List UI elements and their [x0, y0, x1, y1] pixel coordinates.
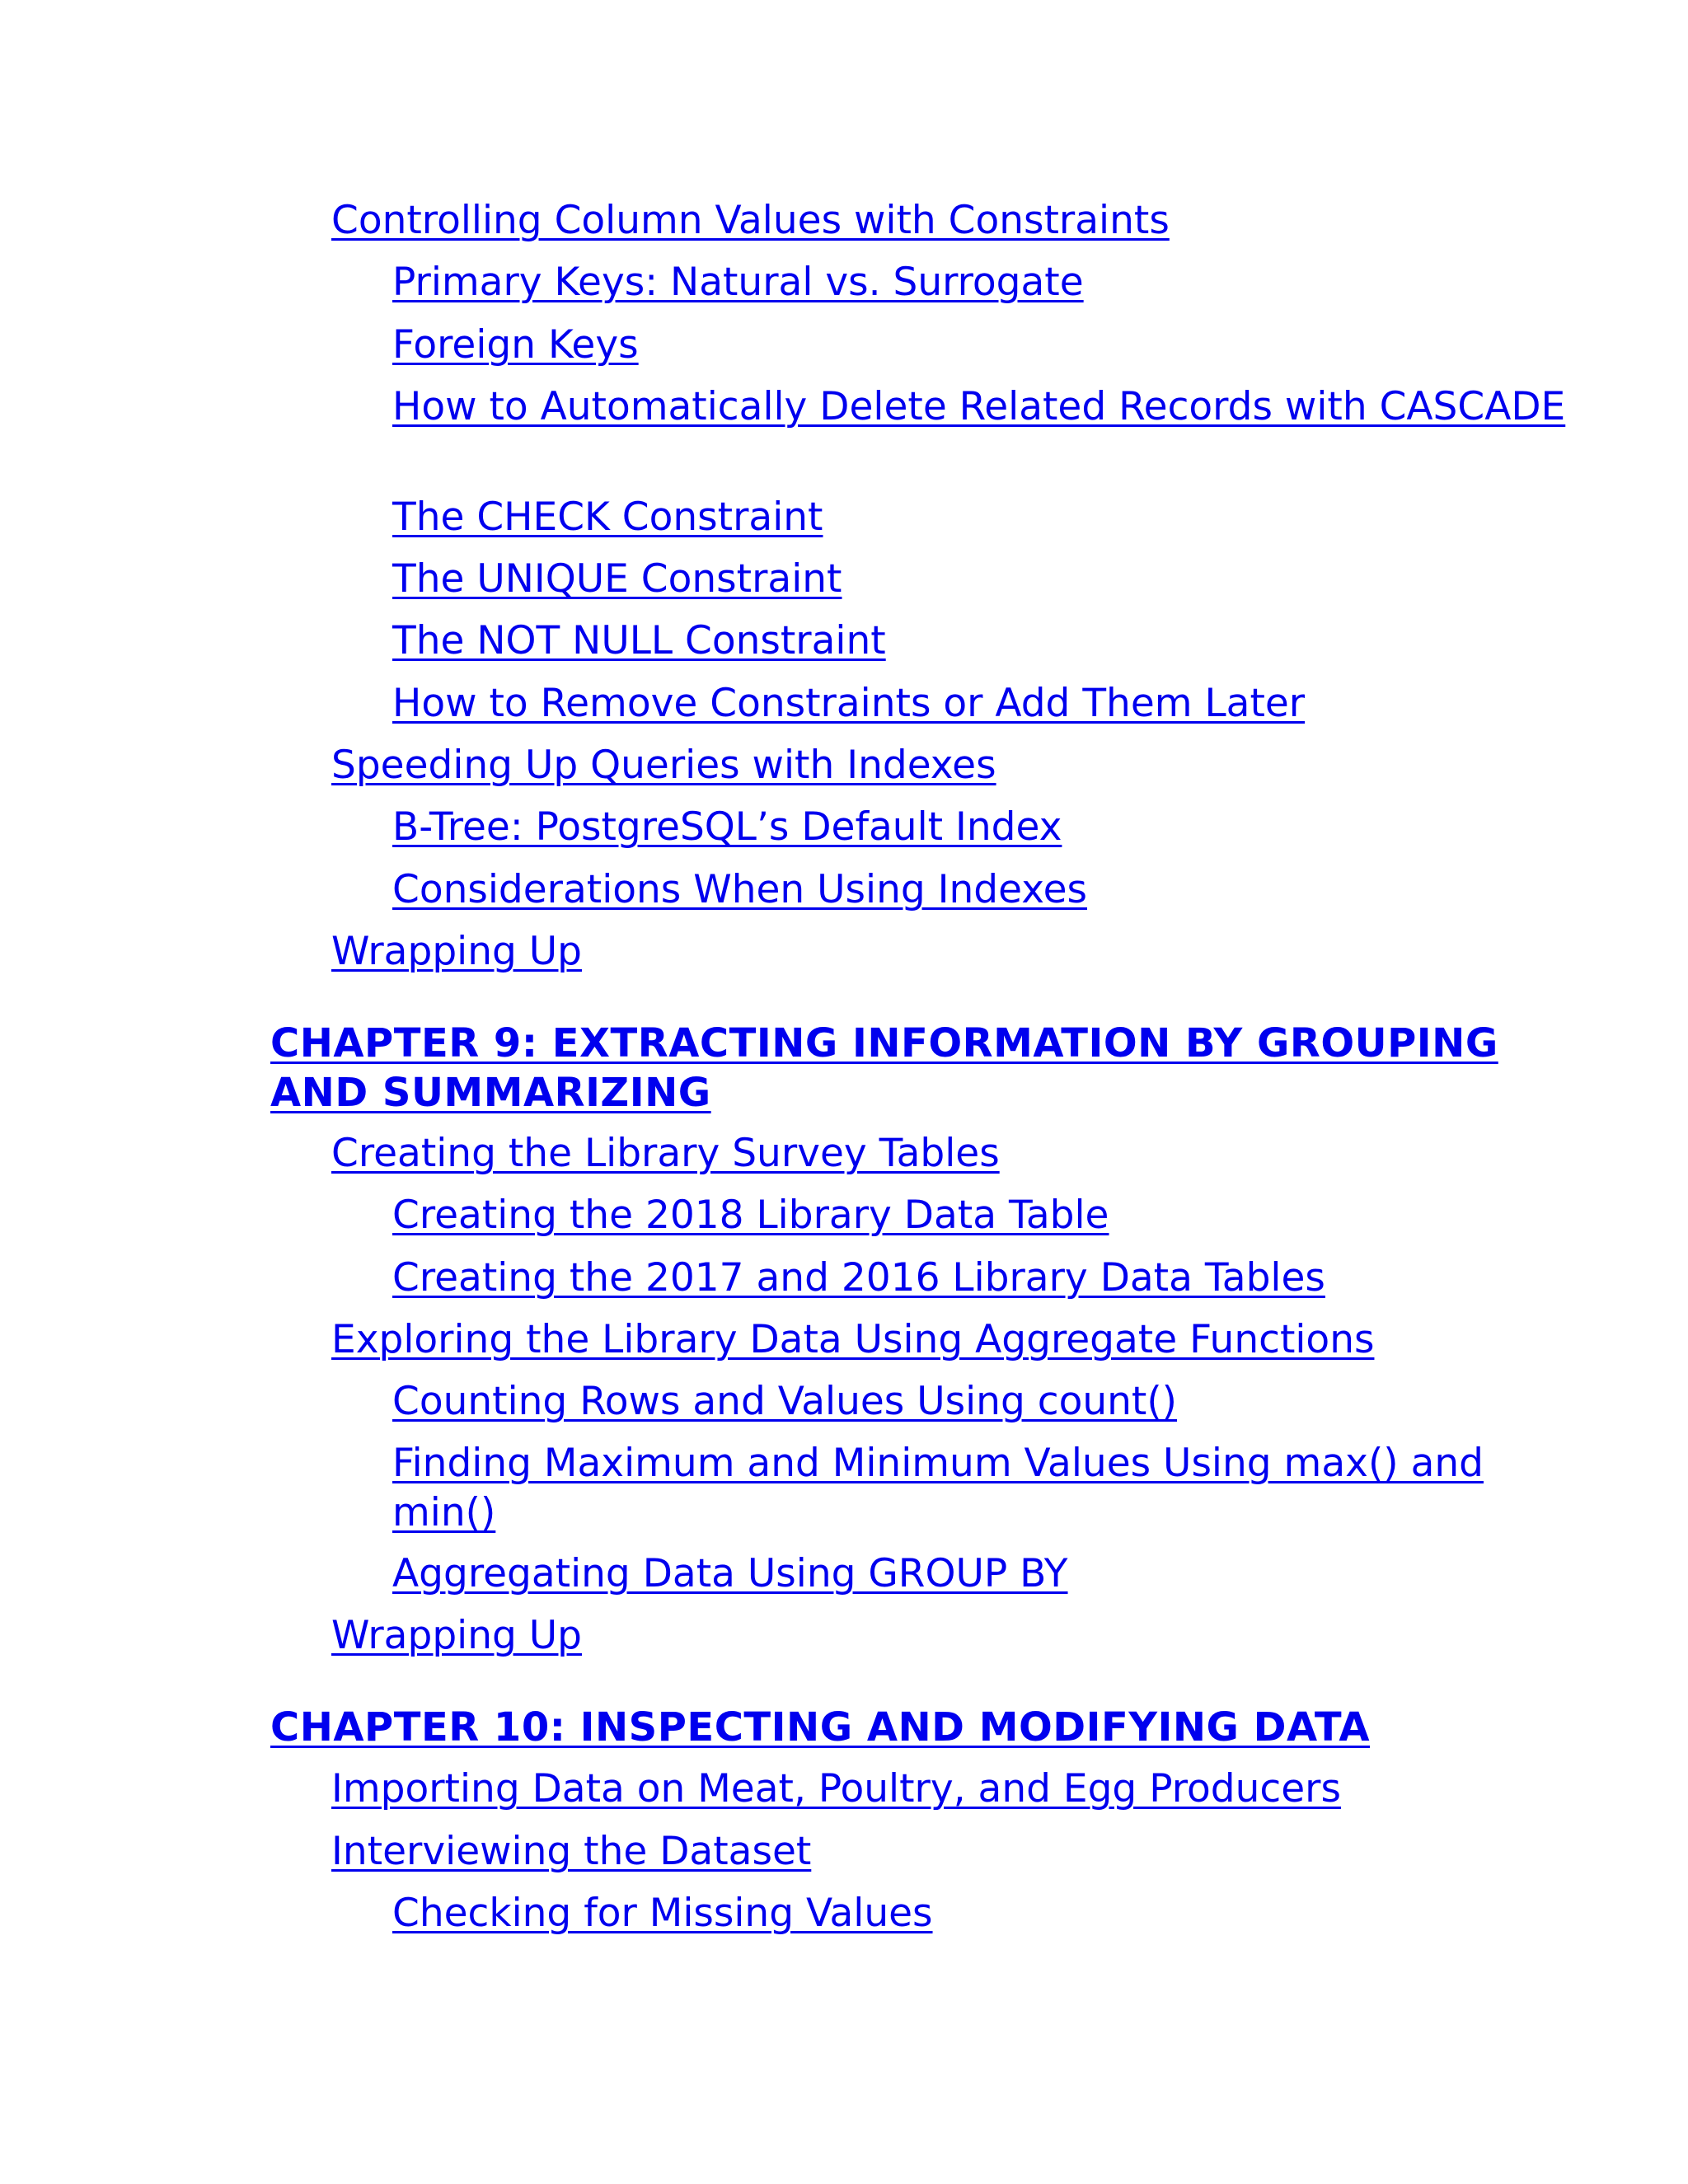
toc-section-link[interactable]: Exploring the Library Data Using Aggregate Functions	[331, 1317, 1375, 1362]
toc-subsection-link[interactable]: How to Remove Constraints or Add Them Later	[392, 681, 1306, 726]
toc-section-link[interactable]: Importing Data on Meat, Poultry, and Egg Producers	[331, 1766, 1341, 1811]
toc-subsection-link[interactable]: Finding Maximum and Minimum Values Using max() and min()	[392, 1441, 1484, 1535]
toc-subsection-link[interactable]: Aggregating Data Using GROUP BY	[392, 1551, 1068, 1596]
toc-section-link[interactable]: Wrapping Up	[331, 929, 583, 974]
toc-section-link[interactable]: Controlling Column Values with Constraints	[331, 198, 1170, 243]
toc-chapter-link[interactable]: CHAPTER 10: INSPECTING AND MODIFYING DATA	[270, 1704, 1371, 1750]
toc-chapter-link[interactable]: CHAPTER 9: EXTRACTING INFORMATION BY GROUPING AND SUMMARIZING	[270, 1020, 1498, 1116]
toc-subsection-link[interactable]: Counting Rows and Values Using count()	[392, 1379, 1178, 1424]
toc-subsection-link[interactable]: How to Automatically Delete Related Records with CASCADE	[392, 384, 1566, 429]
toc-subsection-link[interactable]: Primary Keys: Natural vs. Surrogate	[392, 260, 1084, 305]
toc-subsection-link[interactable]: Creating the 2018 Library Data Table	[392, 1193, 1109, 1238]
toc-section-link[interactable]: Creating the Library Survey Tables	[331, 1131, 1000, 1176]
toc-section-link[interactable]: Wrapping Up	[331, 1613, 583, 1658]
toc-subsection-link[interactable]: B-Tree: PostgreSQL’s Default Index	[392, 804, 1062, 850]
toc-subsection-link[interactable]: The CHECK Constraint	[392, 494, 823, 540]
toc-subsection-link[interactable]: The NOT NULL Constraint	[392, 618, 886, 663]
toc-section-link[interactable]: Speeding Up Queries with Indexes	[331, 743, 996, 788]
toc-section-link[interactable]: Interviewing the Dataset	[331, 1829, 812, 1874]
toc-subsection-link[interactable]: Creating the 2017 and 2016 Library Data Tables	[392, 1255, 1325, 1301]
toc-subsection-link[interactable]: Checking for Missing Values	[392, 1891, 933, 1936]
toc-subsection-link[interactable]: Considerations When Using Indexes	[392, 867, 1087, 912]
toc-subsection-link[interactable]: Foreign Keys	[392, 322, 639, 368]
toc-subsection-link[interactable]: The UNIQUE Constraint	[392, 556, 842, 602]
